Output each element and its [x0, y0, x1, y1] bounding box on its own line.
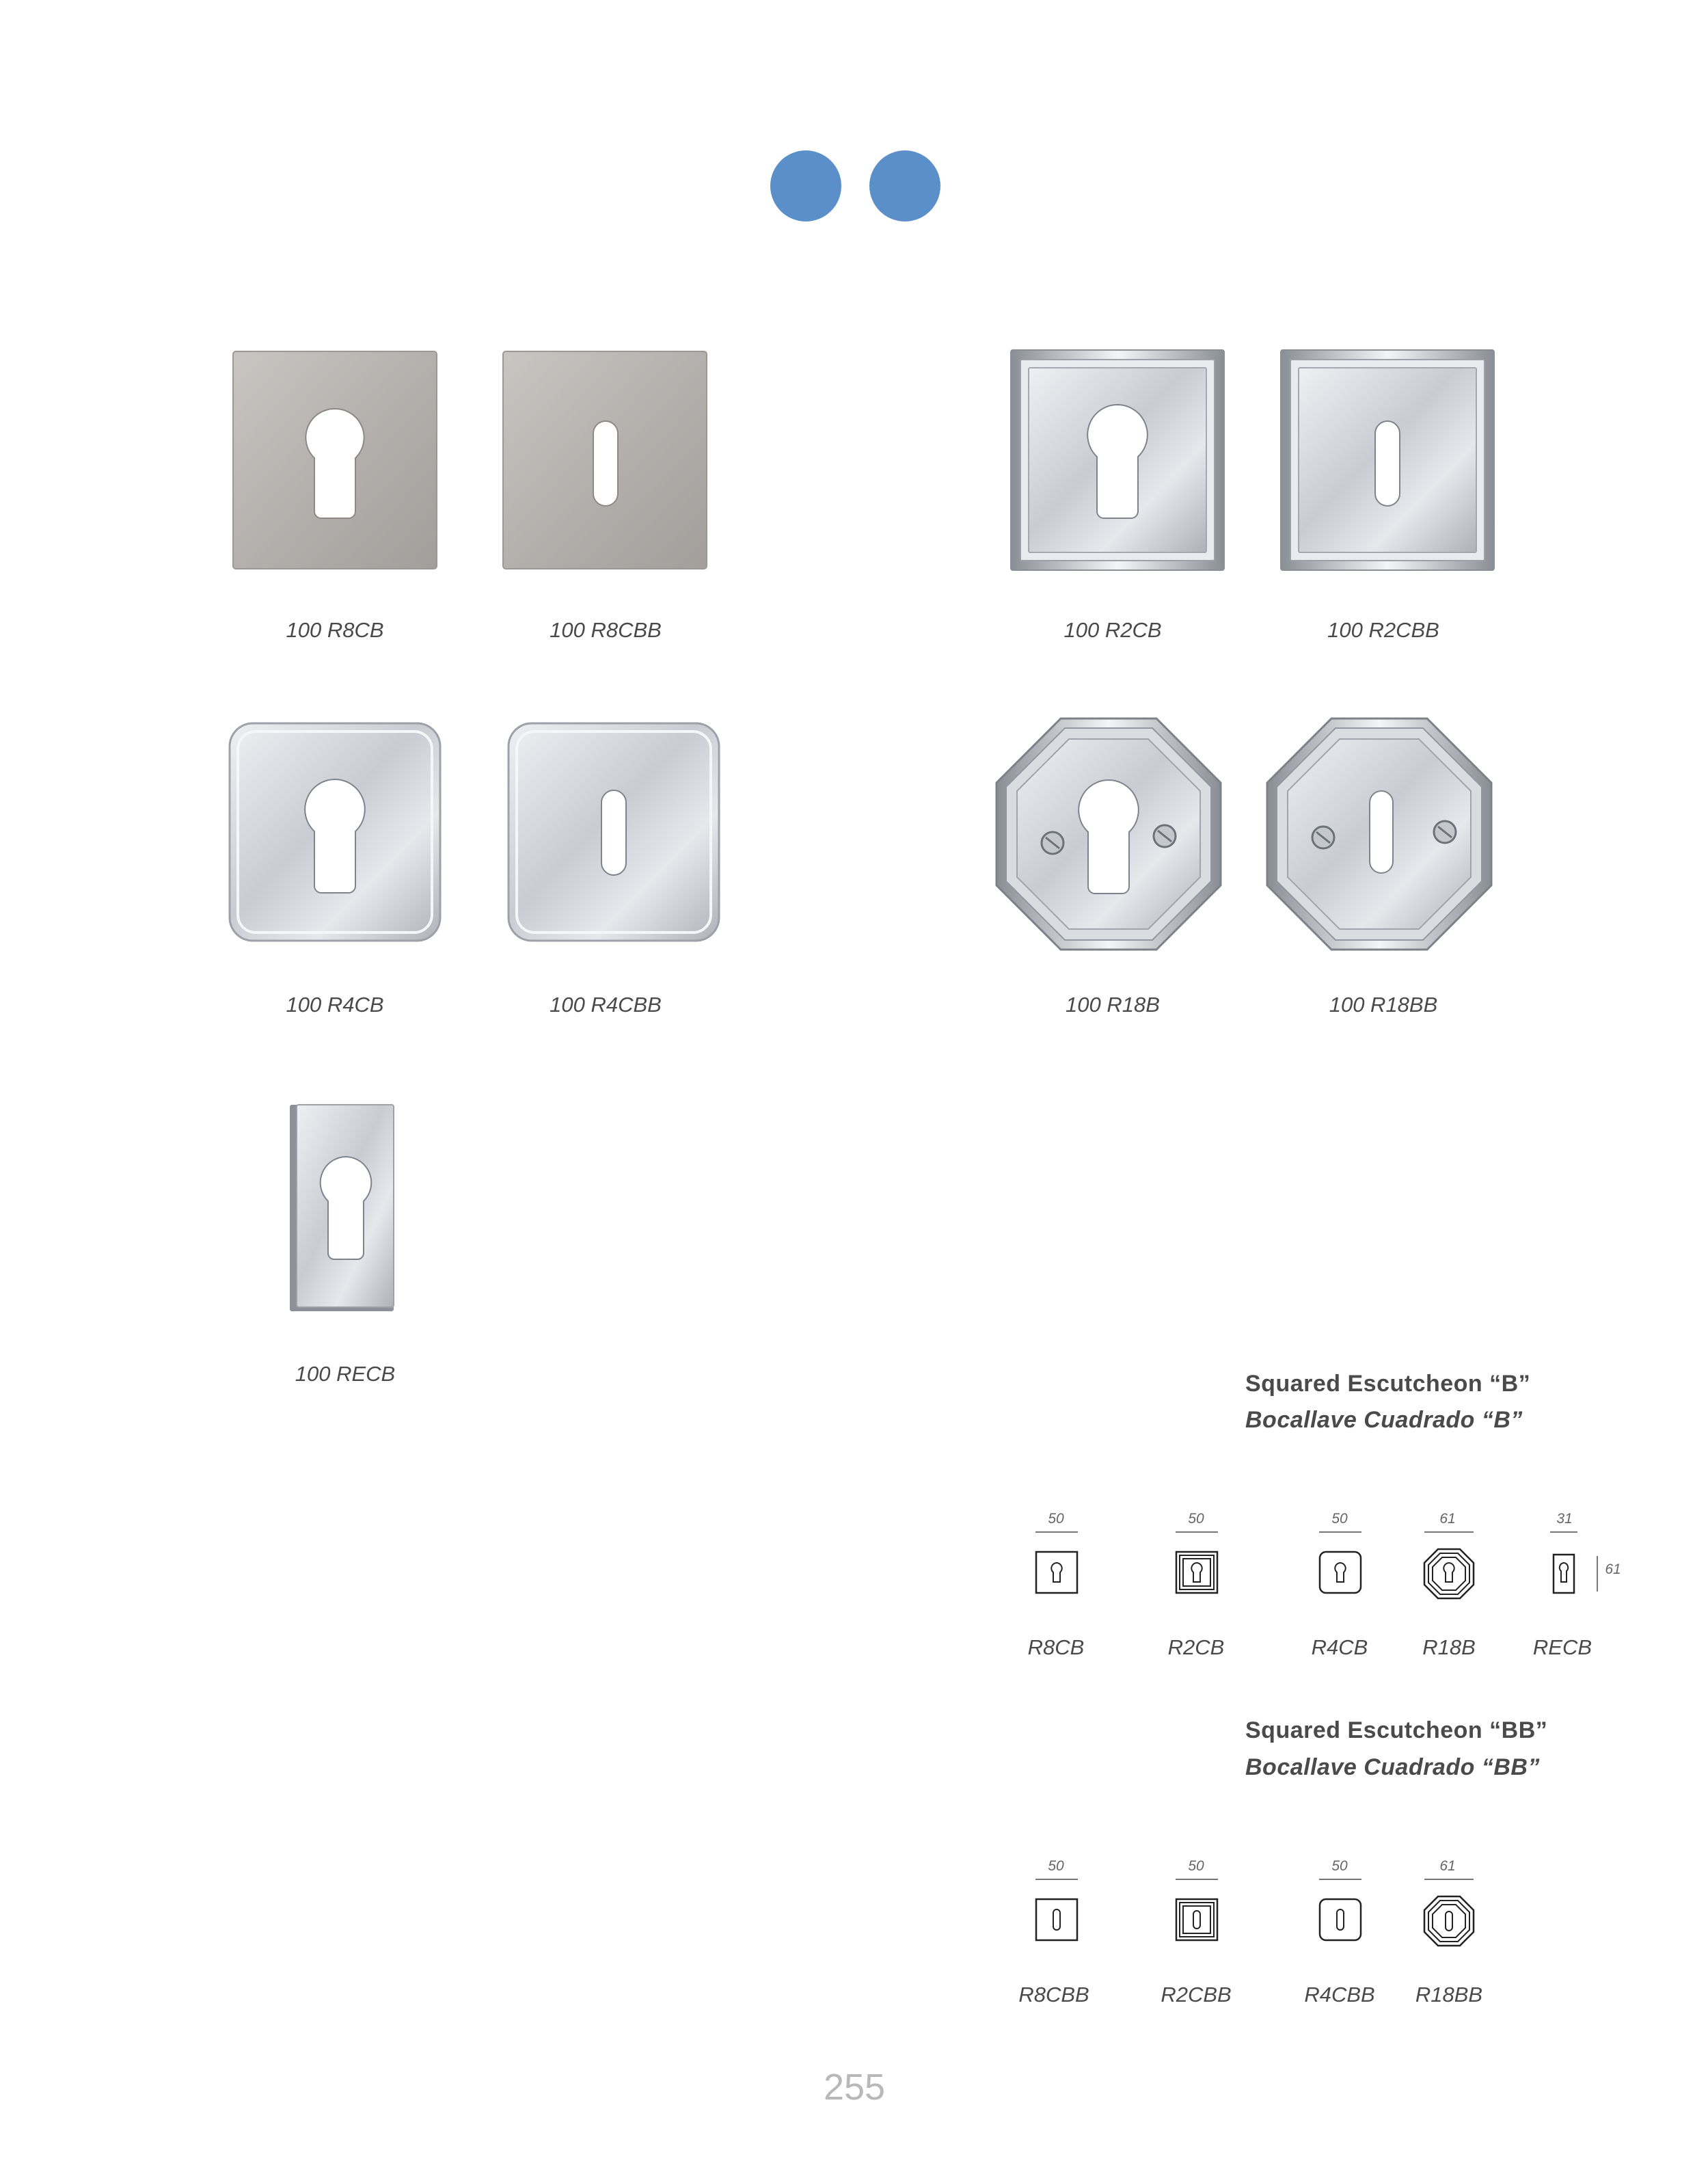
section-title-bb-es: Bocallave Cuadrado “BB”	[1245, 1754, 1540, 1780]
diagram-code: R4CBB	[1304, 1983, 1375, 2007]
section-title-b-es: Bocallave Cuadrado “B”	[1245, 1407, 1523, 1433]
dimension-line	[1176, 1531, 1218, 1533]
diagram-r8cbb-icon	[1035, 1898, 1079, 1942]
product-caption: 100 R2CB	[1063, 618, 1162, 642]
dimension-label: 50	[1331, 1511, 1348, 1527]
product-image-r2cbb	[1278, 347, 1497, 573]
page-number: 255	[823, 2067, 886, 2108]
diagram-r8cb-icon	[1035, 1551, 1079, 1594]
diagram-code: R2CBB	[1161, 1983, 1232, 2007]
section-title-bb-en: Squared Escutcheon “BB”	[1245, 1717, 1548, 1743]
dimension-label: 50	[1188, 1511, 1204, 1527]
header-dot-1	[770, 150, 841, 222]
diagram-code: R8CBB	[1018, 1983, 1089, 2007]
diagram-code: R18B	[1422, 1635, 1476, 1659]
diagram-code: RECB	[1532, 1635, 1592, 1659]
dimension-label: 50	[1048, 1511, 1064, 1527]
dimension-line	[1035, 1879, 1078, 1880]
product-caption: 100 R8CB	[286, 618, 384, 642]
diagram-r2cbb-icon	[1175, 1898, 1219, 1942]
diagram-r4cb-icon	[1318, 1551, 1362, 1594]
dimension-label: 50	[1048, 1858, 1064, 1874]
diagram-code: R2CB	[1167, 1635, 1225, 1659]
product-caption: 100 RECB	[295, 1362, 396, 1386]
product-image-r4cb	[226, 719, 444, 945]
dimension-line	[1035, 1531, 1078, 1533]
product-caption: 100 R18BB	[1329, 993, 1438, 1017]
dimension-line	[1550, 1531, 1577, 1533]
height-dimension-label: 61	[1605, 1561, 1621, 1577]
product-image-r8cb	[229, 347, 441, 573]
product-caption: 100 R4CBB	[550, 993, 662, 1017]
product-image-r4cbb	[504, 719, 723, 945]
dimension-label: 31	[1556, 1511, 1573, 1527]
product-image-recb	[287, 1102, 396, 1314]
diagram-recb-icon	[1552, 1553, 1575, 1594]
dimension-line	[1319, 1531, 1361, 1533]
diagram-code: R8CB	[1027, 1635, 1085, 1659]
diagram-r18bb-icon	[1423, 1895, 1475, 1947]
product-caption: 100 R2CBB	[1327, 618, 1439, 642]
dimension-label: 50	[1331, 1858, 1348, 1874]
diagram-code: R4CB	[1311, 1635, 1368, 1659]
product-image-r18b	[992, 714, 1225, 954]
product-image-r18bb	[1263, 714, 1495, 954]
product-caption: 100 R4CB	[286, 993, 384, 1017]
diagram-r18b-icon	[1423, 1548, 1475, 1600]
product-image-r2cb	[1008, 347, 1227, 573]
product-caption: 100 R8CBB	[550, 618, 662, 642]
dimension-line	[1424, 1531, 1474, 1533]
product-caption: 100 R18B	[1066, 993, 1160, 1017]
diagram-r2cb-icon	[1175, 1551, 1219, 1594]
dimension-line	[1176, 1879, 1218, 1880]
diagram-r4cbb-icon	[1318, 1898, 1362, 1942]
product-image-r8cbb	[499, 347, 711, 573]
header-dot-2	[869, 150, 940, 222]
dimension-label: 61	[1439, 1511, 1456, 1527]
section-title-b-en: Squared Escutcheon “B”	[1245, 1371, 1531, 1397]
diagram-code: R18BB	[1415, 1983, 1483, 2007]
dimension-label: 61	[1439, 1858, 1456, 1874]
dimension-label: 50	[1188, 1858, 1204, 1874]
dimension-line	[1319, 1879, 1361, 1880]
dimension-line	[1424, 1879, 1474, 1880]
